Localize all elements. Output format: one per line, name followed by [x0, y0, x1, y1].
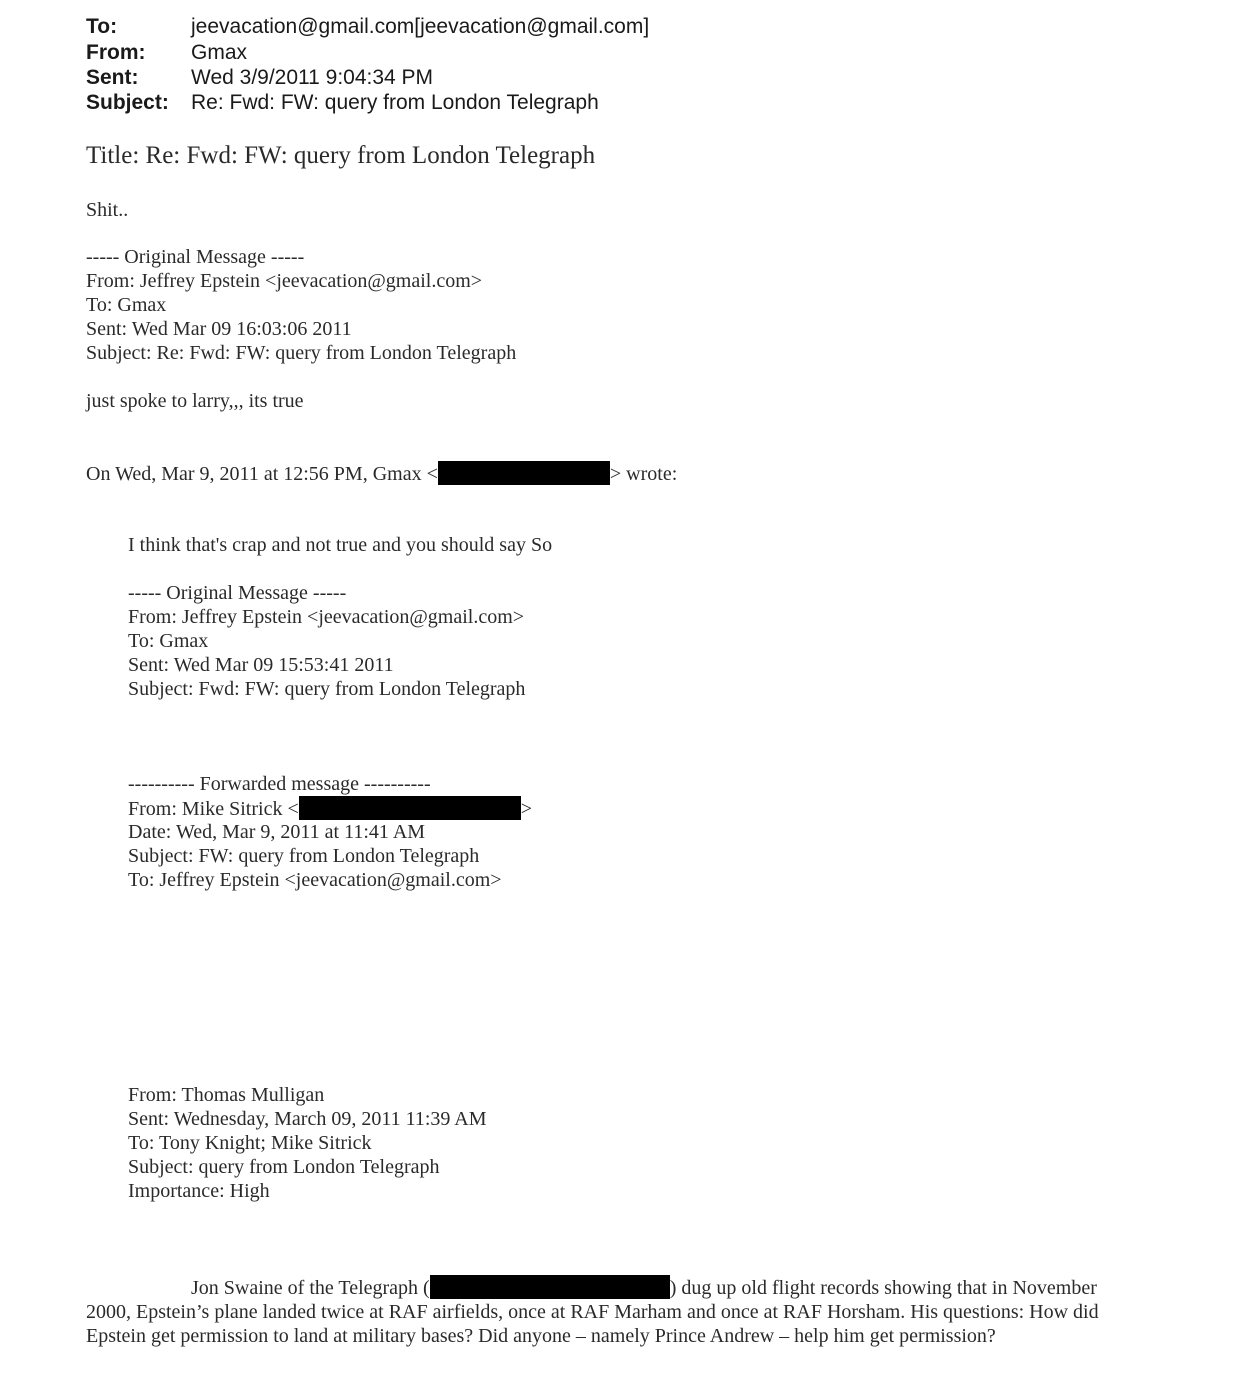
quoted-sent: Sent: Wed Mar 09 15:53:41 2011 — [128, 654, 394, 676]
forwarded-subject: Subject: FW: query from London Telegraph — [128, 845, 480, 867]
mulligan-subject: Subject: query from London Telegraph — [128, 1156, 440, 1178]
quoted-from: From: Jeffrey Epstein <jeevacation@gmail.com> — [128, 606, 525, 628]
orig1-from: From: Jeffrey Epstein <jeevacation@gmail.com> — [86, 270, 483, 292]
final-paragraph-after: ) dug up old flight records showing that in November 2000, Epstein’s plane landed twice at RAF airfields, once at RAF Marham and once at RAF Horsham. His questions: How did Epstein get permission to land at military bases? Did anyone – namely Prince Andrew – help him get permission? — [86, 1277, 1099, 1347]
to-value: jeevacation@gmail.com[jeevacation@gmail.com] — [191, 15, 650, 38]
quote-intro-before: On Wed, Mar 9, 2011 at 12:56 PM, Gmax < — [86, 463, 438, 485]
quoted-subject: Subject: Fwd: FW: query from London Telegraph — [128, 678, 526, 700]
final-paragraph — [86, 1275, 1116, 1348]
mulligan-sent: Sent: Wednesday, March 09, 2011 11:39 AM — [128, 1108, 487, 1130]
quote-intro-after: > wrote: — [609, 463, 678, 485]
from-label: From: — [86, 41, 146, 64]
document-title: Title: Re: Fwd: FW: query from London Telegraph — [86, 142, 596, 169]
sent-value: Wed 3/9/2011 9:04:34 PM — [191, 66, 434, 89]
orig1-subject: Subject: Re: Fwd: FW: query from London Telegraph — [86, 342, 517, 364]
orig1-body: just spoke to larry,,, its true — [86, 390, 304, 412]
forwarded-divider: ---------- Forwarded message ---------- — [128, 773, 431, 795]
subject-label: Subject: — [86, 91, 169, 114]
forwarded-from-after: > — [520, 798, 533, 820]
redaction-box — [299, 796, 521, 820]
final-paragraph-before: Jon Swaine of the Telegraph ( — [191, 1277, 430, 1299]
reply-body: Shit.. — [86, 199, 129, 221]
quoted-to: To: Gmax — [128, 630, 209, 652]
orig1-divider: ----- Original Message ----- — [86, 246, 305, 268]
forwarded-from-before: From: Mike Sitrick < — [128, 798, 299, 820]
quoted-body: I think that's crap and not true and you should say So — [128, 534, 553, 556]
forwarded-date: Date: Wed, Mar 9, 2011 at 11:41 AM — [128, 821, 426, 843]
mulligan-importance: Importance: High — [128, 1180, 270, 1202]
quoted-divider: ----- Original Message ----- — [128, 582, 347, 604]
from-value: Gmax — [191, 41, 248, 64]
orig1-to: To: Gmax — [86, 294, 167, 316]
redaction-box — [438, 461, 610, 485]
mulligan-to: To: Tony Knight; Mike Sitrick — [128, 1132, 372, 1154]
forwarded-to: To: Jeffrey Epstein <jeevacation@gmail.com> — [128, 869, 502, 891]
mulligan-from: From: Thomas Mulligan — [128, 1084, 325, 1106]
to-label: To: — [86, 15, 118, 38]
forwarded-from — [128, 796, 532, 821]
sent-label: Sent: — [86, 66, 139, 89]
redaction-box — [430, 1275, 670, 1299]
quote-intro — [86, 461, 677, 486]
subject-value: Re: Fwd: FW: query from London Telegraph — [191, 91, 599, 114]
orig1-sent: Sent: Wed Mar 09 16:03:06 2011 — [86, 318, 352, 340]
